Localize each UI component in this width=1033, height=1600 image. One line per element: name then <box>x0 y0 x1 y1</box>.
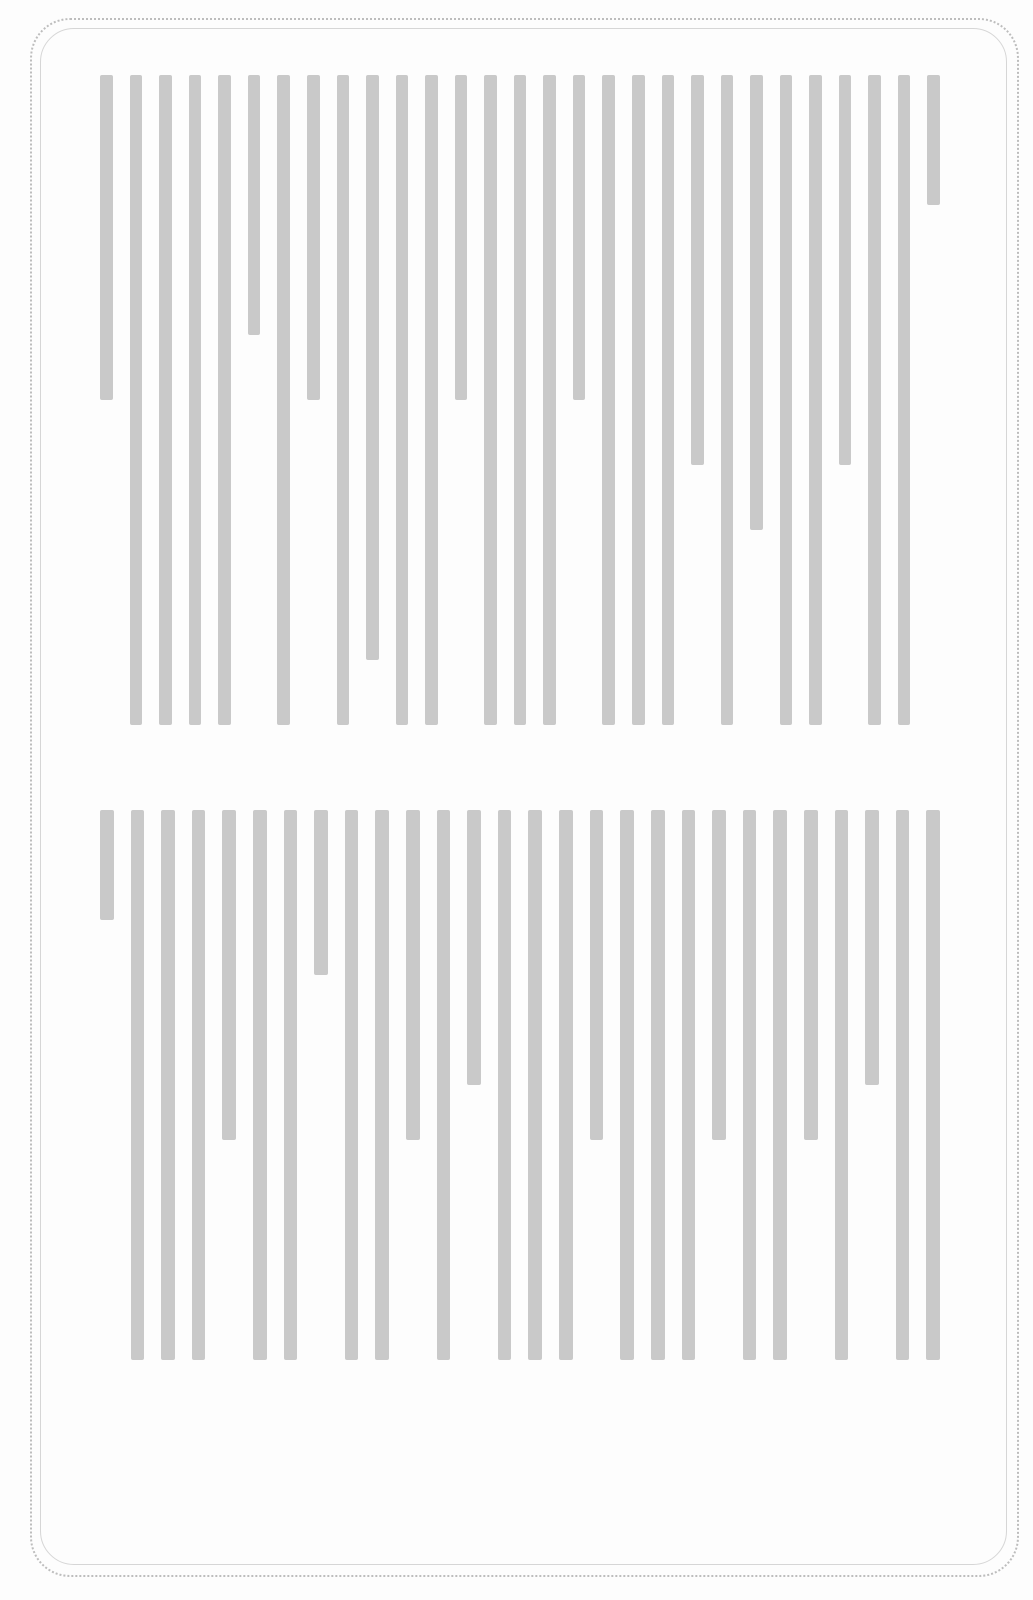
redacted-text-line <box>337 75 350 725</box>
text-tier-bottom <box>100 810 940 1380</box>
redacted-text-line <box>131 810 145 1360</box>
redacted-text-line <box>632 75 645 725</box>
redacted-text-line <box>467 810 481 1085</box>
redacted-text-line <box>528 810 542 1360</box>
redacted-text-line <box>573 75 586 400</box>
redacted-text-line <box>691 75 704 465</box>
redacted-text-line <box>898 75 911 725</box>
redacted-text-line <box>498 810 512 1360</box>
redacted-text-line <box>248 75 261 335</box>
redacted-text-line <box>865 810 879 1085</box>
redacted-text-line <box>662 75 675 725</box>
redacted-text-line <box>743 810 757 1360</box>
redacted-text-line <box>750 75 763 530</box>
redacted-text-line <box>314 810 328 975</box>
redacted-text-line <box>682 810 696 1360</box>
redacted-text-line <box>868 75 881 725</box>
redacted-text-line <box>284 810 298 1360</box>
redacted-text-line <box>192 810 206 1360</box>
redacted-text-line <box>927 75 940 205</box>
redacted-text-line <box>926 810 940 1360</box>
redacted-text-line <box>396 75 409 725</box>
redacted-text-line <box>839 75 852 465</box>
redacted-text-line <box>590 810 604 1140</box>
redacted-text-line <box>406 810 420 1140</box>
redacted-text-line <box>345 810 359 1360</box>
redacted-text-line <box>835 810 849 1360</box>
text-tier-top <box>100 75 940 745</box>
redacted-text-line <box>277 75 290 725</box>
redacted-text-line <box>896 810 910 1360</box>
redacted-text-line <box>159 75 172 725</box>
redacted-text-line <box>559 810 573 1360</box>
redacted-text-line <box>222 810 236 1140</box>
redacted-text-line <box>455 75 468 400</box>
redacted-text-line <box>130 75 143 725</box>
redacted-text-line <box>620 810 634 1360</box>
redacted-text-line <box>721 75 734 725</box>
redacted-text-line <box>189 75 202 725</box>
redacted-text-line <box>780 75 793 725</box>
redacted-text-line <box>437 810 451 1360</box>
redacted-text-line <box>375 810 389 1360</box>
redacted-text-line <box>484 75 497 725</box>
redacted-text-line <box>100 75 113 400</box>
redacted-text-line <box>253 810 267 1360</box>
redacted-text-line <box>161 810 175 1360</box>
redacted-text-line <box>809 75 822 725</box>
redacted-text-line <box>712 810 726 1140</box>
redacted-text-line <box>100 810 114 920</box>
redacted-text-line <box>307 75 320 400</box>
redacted-text-line <box>366 75 379 660</box>
redacted-text-line <box>651 810 665 1360</box>
redacted-text-line <box>514 75 527 725</box>
redacted-text-line <box>543 75 556 725</box>
redacted-text-line <box>425 75 438 725</box>
redacted-text-line <box>773 810 787 1360</box>
redacted-text-line <box>218 75 231 725</box>
redacted-text-line <box>602 75 615 725</box>
redacted-text-line <box>804 810 818 1140</box>
